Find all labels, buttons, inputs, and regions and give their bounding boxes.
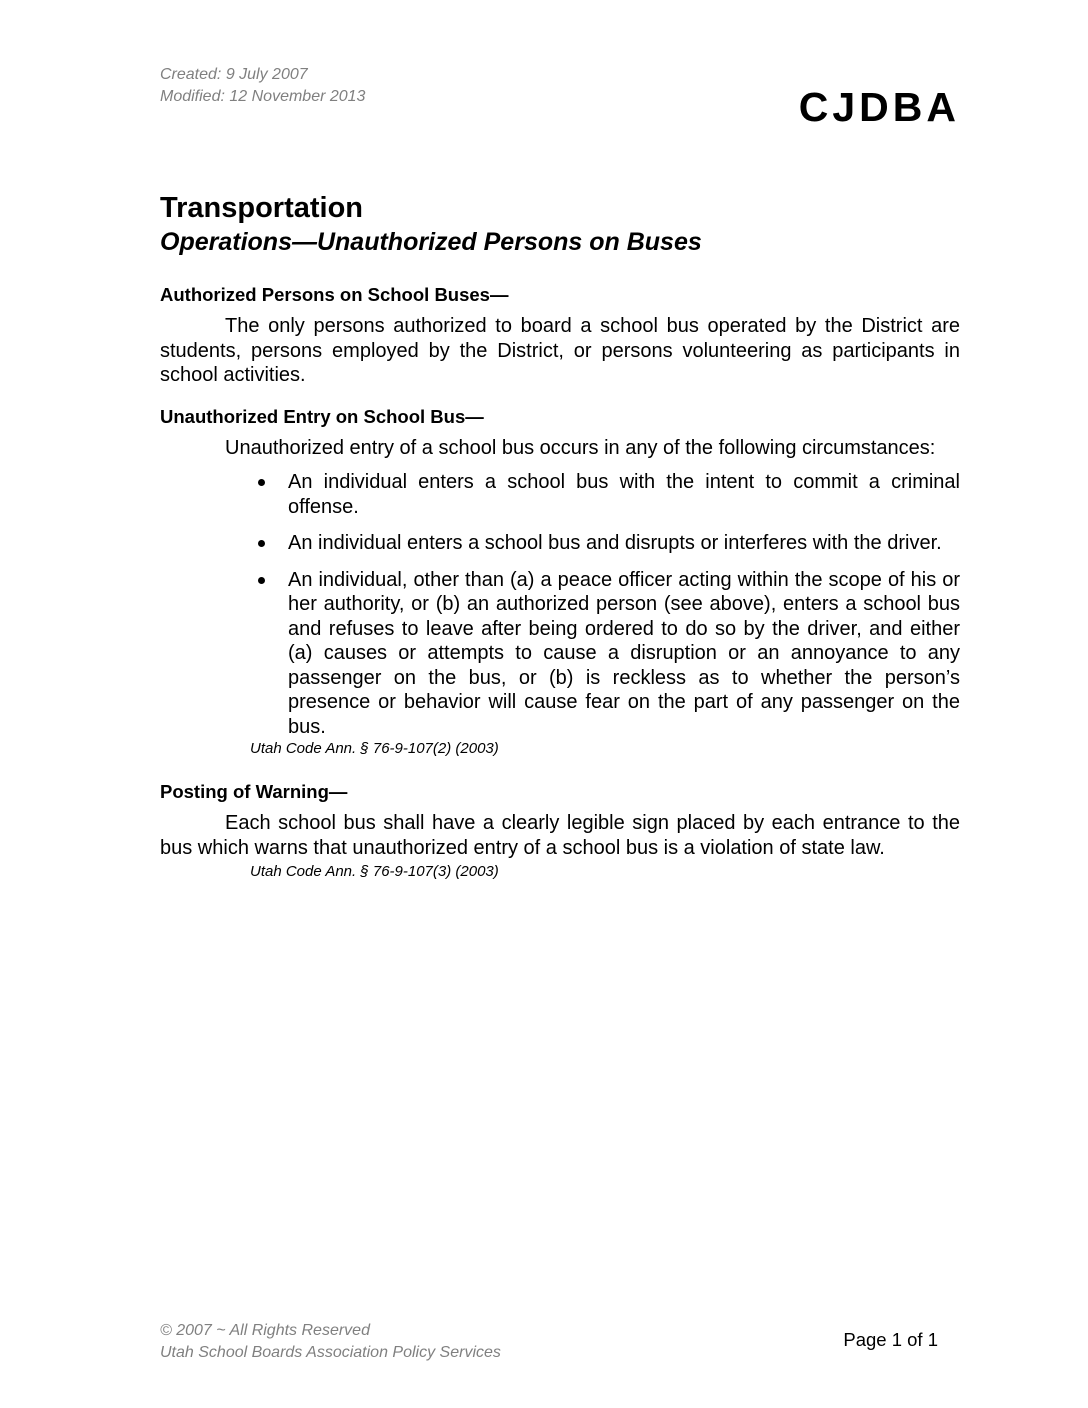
copyright-text: © 2007 ~ All Rights Reserved — [160, 1322, 370, 1339]
list-item-text: An individual, other than (a) a peace officer acting within the scope of his or her authority, or (b) an authorized person (see above), enters a school bus and refuses to leave after being ordered to do so by the driver, and either (a) causes or attempts to cause a disruption or an annoyance to any passenger on the bus, or (b) is reckless as to whether the person’s presence or behavior will cause fear on the part of any passenger on the bus. — [288, 568, 960, 738]
list-item — [288, 568, 960, 740]
created-date: Created: 9 July 2007 — [160, 66, 308, 83]
list-item — [288, 470, 960, 519]
footer-copyright-block — [160, 1320, 501, 1364]
section-posting-warning — [160, 779, 960, 882]
document-body — [160, 190, 960, 902]
list-item-text: An individual enters a school bus and disrupts or interferes with the driver. — [288, 532, 942, 554]
organization-text: Utah School Boards Association Policy Services — [160, 1344, 501, 1361]
legal-citation: Utah Code Ann. § 76-9-107(2) (2003) — [250, 740, 499, 757]
bullet-icon — [258, 577, 265, 584]
section-paragraph: The only persons authorized to board a school bus operated by the District are students, persons employed by the District, or persons volunteering as participants in school activities. — [160, 315, 960, 386]
bullet-icon — [258, 479, 265, 486]
section-paragraph: Each school bus shall have a clearly legible sign placed by each entrance to the bus which warns that unauthorized entry of a school bus is a violation of state law. — [160, 812, 960, 859]
section-paragraph: Unauthorized entry of a school bus occurs in any of the following circumstances: — [225, 436, 936, 459]
document-title: Transportation — [160, 192, 364, 224]
list-item — [288, 531, 960, 556]
section-authorized-persons — [160, 282, 960, 388]
section-heading: Posting of Warning— — [160, 781, 348, 802]
section-heading: Unauthorized Entry on School Bus— — [160, 405, 484, 427]
bullet-icon — [258, 540, 265, 547]
document-metadata — [160, 64, 365, 108]
bullet-list — [160, 470, 960, 739]
section-unauthorized-entry — [160, 404, 960, 760]
modified-date: Modified: 12 November 2013 — [160, 88, 366, 105]
list-item-text: An individual enters a school bus with the intent to commit a criminal offense. — [288, 471, 960, 518]
page-number: Page 1 of 1 — [843, 1329, 938, 1350]
policy-code: CJDBA — [798, 84, 960, 130]
section-heading: Authorized Persons on School Buses— — [160, 284, 509, 305]
legal-citation: Utah Code Ann. § 76-9-107(3) (2003) — [250, 863, 499, 880]
document-subtitle: Operations—Unauthorized Persons on Buses — [160, 228, 702, 256]
